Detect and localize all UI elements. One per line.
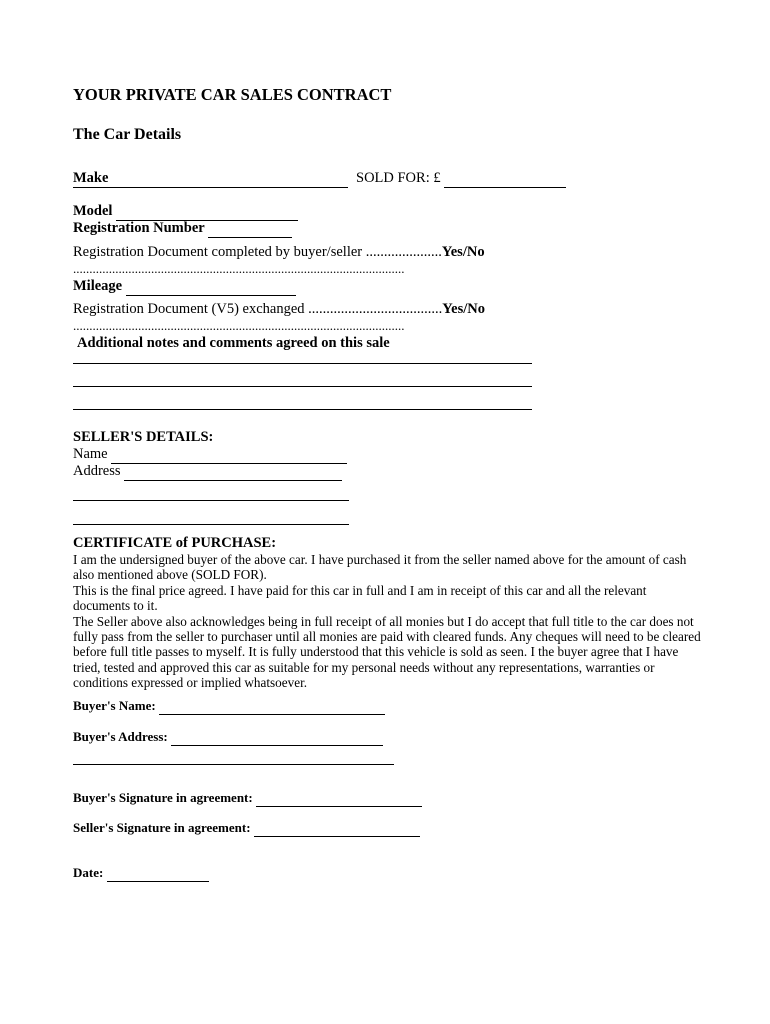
model-field[interactable] <box>116 203 298 221</box>
registration-number-label: Registration Number <box>73 220 205 236</box>
seller-name-row <box>73 446 347 464</box>
seller-name-field[interactable] <box>111 446 347 464</box>
date-row <box>73 865 209 882</box>
certificate-paragraph-2: This is the final price agreed. I have paid for this car in full and I am in receipt of this car and all the relevant documents to it. <box>73 582 647 614</box>
seller-signature-label: Seller's Signature in agreement: <box>73 820 251 835</box>
v5-exchanged-choice[interactable]: Yes/No <box>442 301 485 317</box>
notes-heading: Additional notes and comments agreed on this sale <box>77 335 390 351</box>
document-title: YOUR PRIVATE CAR SALES CONTRACT <box>73 85 392 104</box>
notes-line-1[interactable] <box>73 363 532 364</box>
buyer-address-row <box>73 729 383 746</box>
reg-doc-completed-choice[interactable]: Yes/No <box>441 244 485 260</box>
reg-doc-completed-label: Registration Document completed by buyer/seller ..................... <box>73 244 442 260</box>
buyer-address-label: Buyer's Address: <box>73 729 168 744</box>
seller-signature-row <box>73 820 420 837</box>
seller-signature-field[interactable] <box>254 820 420 837</box>
sold-for-row <box>356 170 566 188</box>
notes-line-3[interactable] <box>73 409 532 410</box>
date-label: Date: <box>73 865 104 880</box>
buyer-name-row <box>73 698 385 715</box>
reg-doc-completed-row <box>73 244 485 261</box>
registration-number-row <box>73 220 292 238</box>
sold-for-label: SOLD FOR: £ <box>356 170 441 186</box>
seller-address-row <box>73 463 342 481</box>
notes-line-2[interactable] <box>73 386 532 387</box>
certificate-paragraph-3: The Seller above also acknowledges being in full receipt of all monies but I do accept that full title to the car does not fully pass from the seller to purchaser until all monies are paid with cleared funds. Any cheques will need to be cleared before full title passes to myself. It is fully understood that this vehicle is sold as seen. I the buyer agree that I have tried, tested and approved this car as suitable for my personal needs without any representations, warranties or conditions expressed or implied whatsoever. <box>73 613 701 691</box>
model-row <box>73 203 298 221</box>
seller-address-label: Address <box>73 463 121 479</box>
date-field[interactable] <box>107 865 209 882</box>
seller-address-line-3[interactable] <box>73 524 349 525</box>
certificate-body <box>73 552 703 691</box>
mileage-row <box>73 278 296 296</box>
certificate-heading: CERTIFICATE of PURCHASE: <box>73 535 277 551</box>
v5-exchanged-label: Registration Document (V5) exchanged ..................................... <box>73 301 443 317</box>
buyer-signature-field[interactable] <box>256 790 422 807</box>
seller-address-line-2[interactable] <box>73 500 349 501</box>
seller-heading: SELLER'S DETAILS: <box>73 429 214 445</box>
car-details-heading: The Car Details <box>73 126 182 143</box>
seller-address-field[interactable] <box>124 463 342 481</box>
buyer-name-field[interactable] <box>159 698 385 715</box>
buyer-signature-row <box>73 790 422 807</box>
dotted-line-1: ...................................................................................................... <box>73 261 405 276</box>
seller-name-label: Name <box>73 446 108 462</box>
model-label: Model <box>73 203 113 219</box>
make-field[interactable] <box>73 170 348 188</box>
buyer-address-field[interactable] <box>171 729 383 746</box>
mileage-field[interactable] <box>126 278 296 296</box>
buyer-address-line-2[interactable] <box>73 764 394 765</box>
make-label: Make <box>73 170 109 186</box>
make-row <box>73 170 348 188</box>
buyer-signature-label: Buyer's Signature in agreement: <box>73 790 253 805</box>
certificate-paragraph-1: I am the undersigned buyer of the above car. I have purchased it from the seller named above for the amount of cash also mentioned above (SOLD FOR). <box>73 552 687 583</box>
dotted-line-2: ...................................................................................................... <box>73 318 405 333</box>
sold-for-field[interactable] <box>444 170 566 188</box>
buyer-name-label: Buyer's Name: <box>73 698 156 713</box>
mileage-label: Mileage <box>73 278 123 294</box>
v5-exchanged-row <box>73 301 485 318</box>
registration-number-field[interactable] <box>208 220 292 238</box>
